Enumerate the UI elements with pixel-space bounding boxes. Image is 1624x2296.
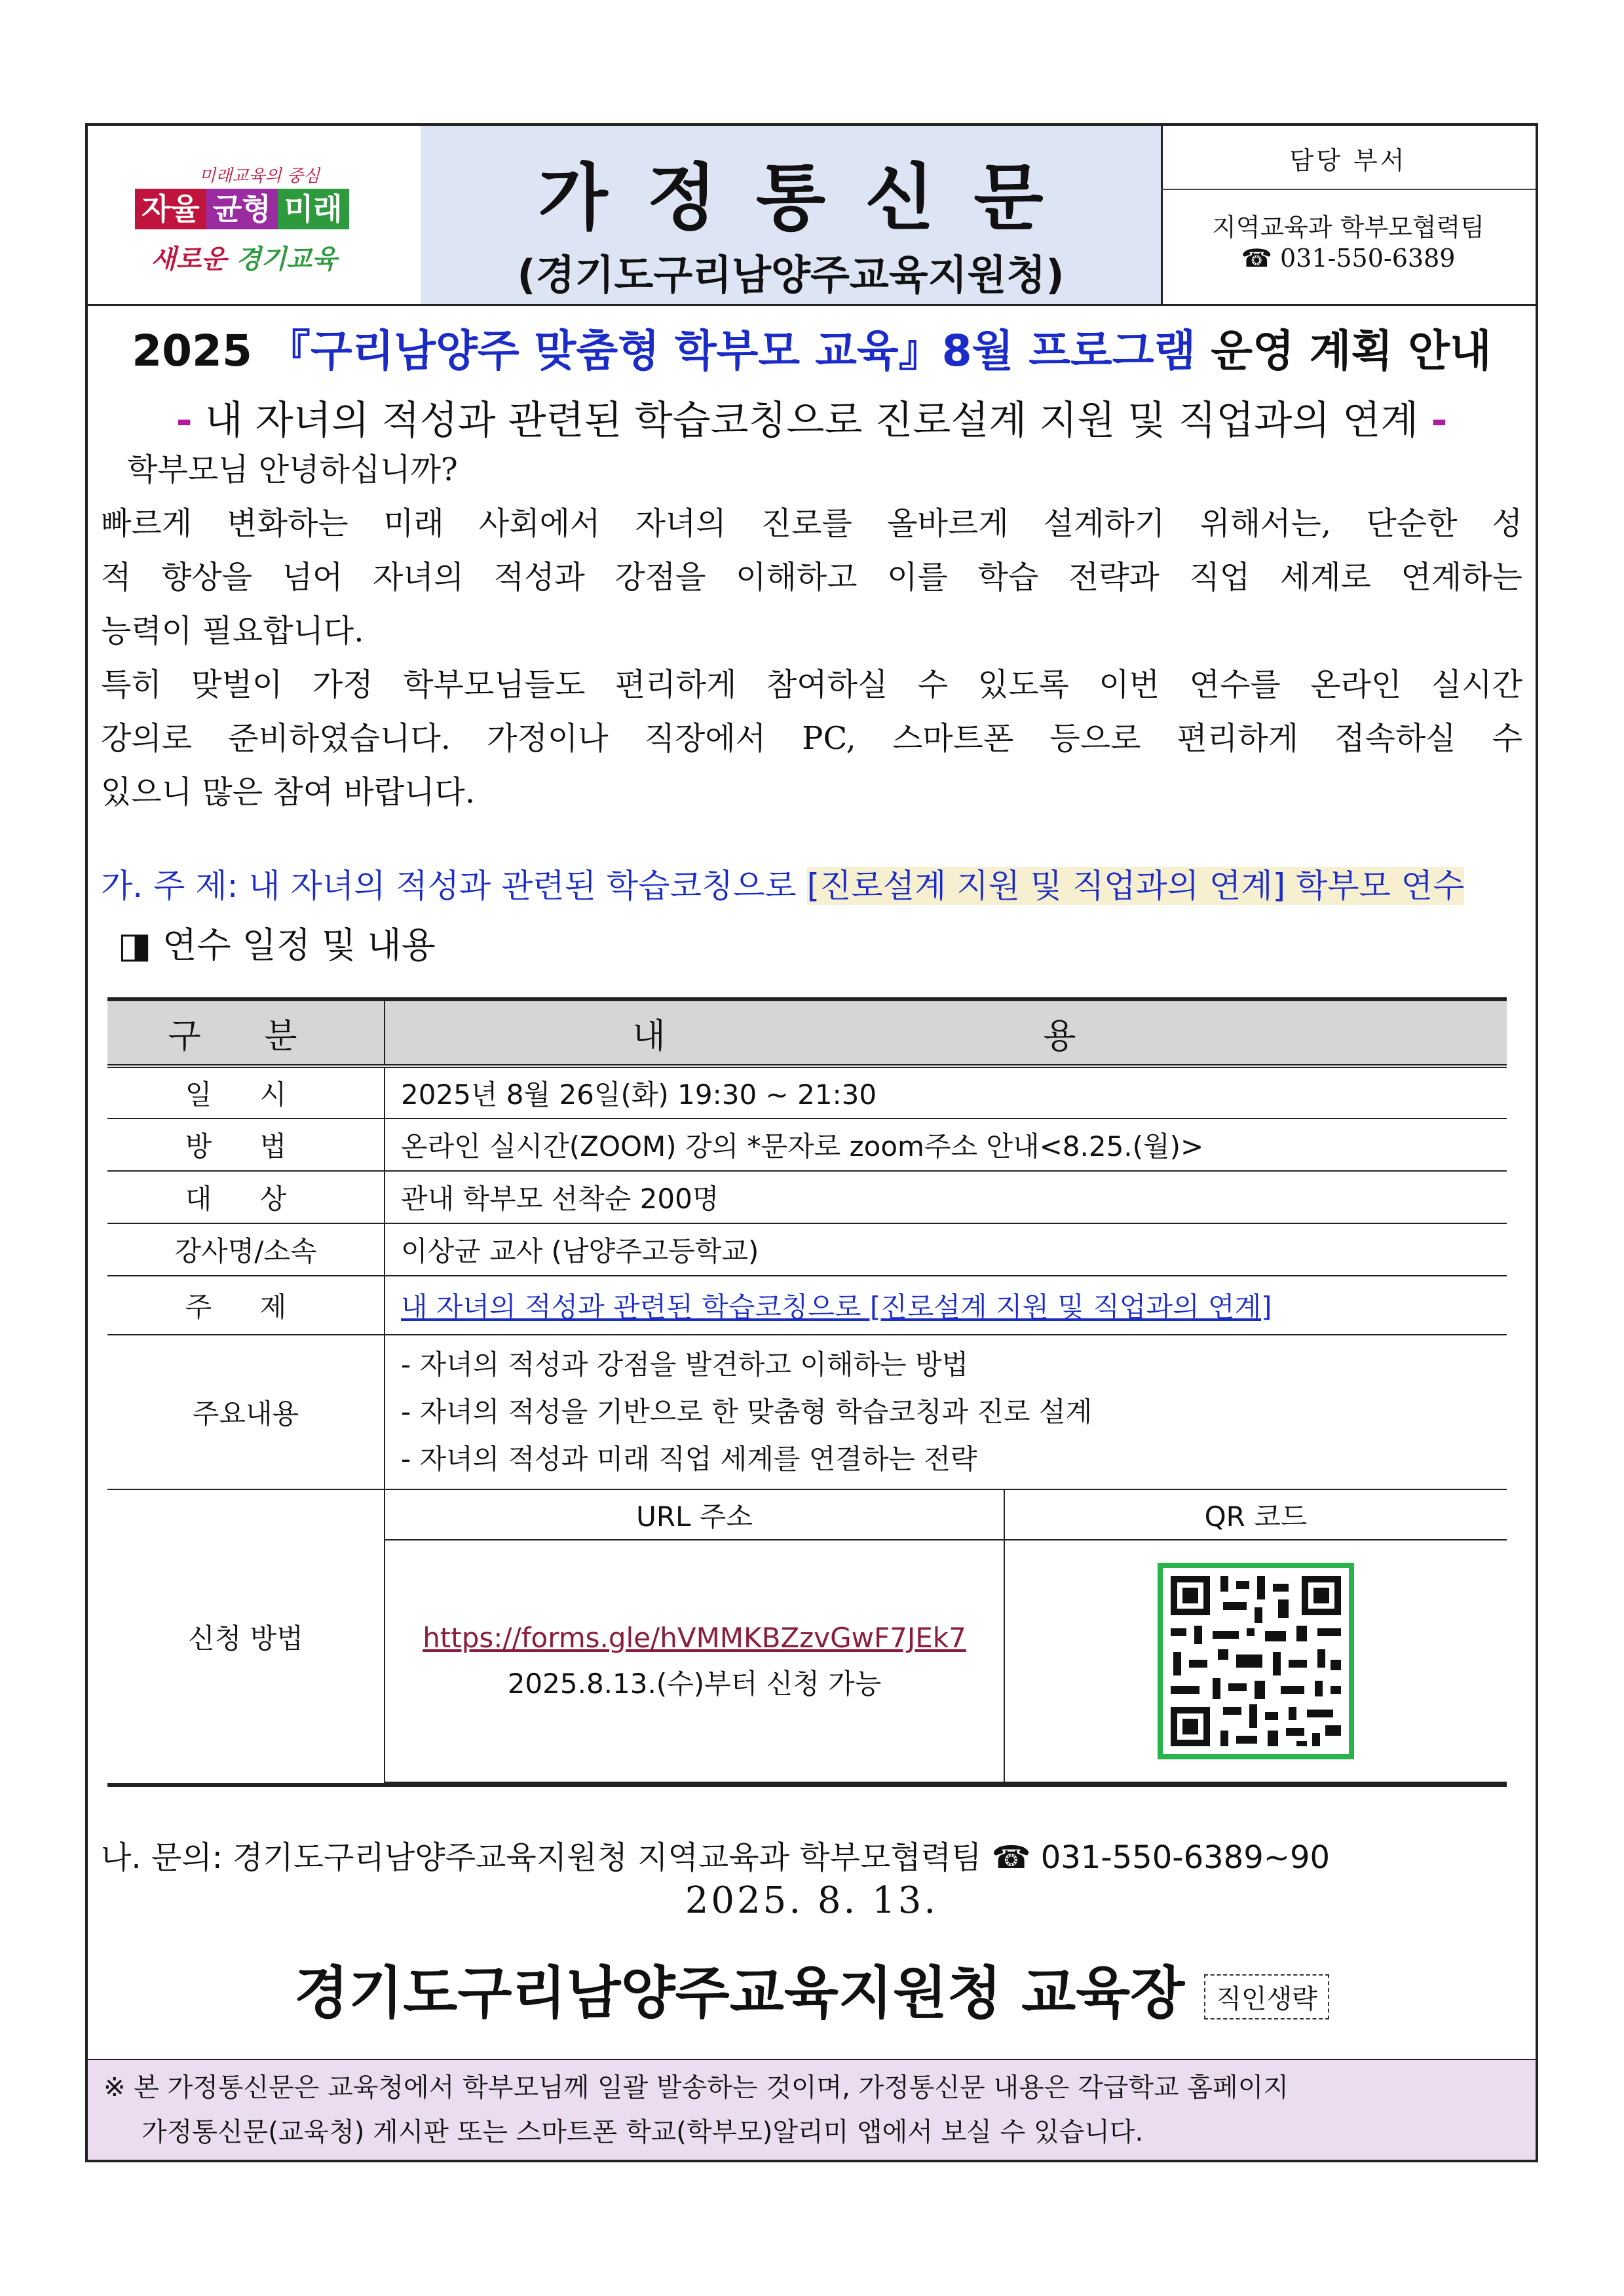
logo-word: 자율 (135, 189, 206, 229)
apply-subtable (385, 1490, 1507, 1783)
apply-cell (385, 1489, 1507, 1785)
footer-line: ※ 본 가정통신문은 교육청에서 학부모님께 일괄 발송하는 것이며, 가정통신문 내용은 각급학교 홈페이지 (104, 2073, 1289, 2103)
section-a-topic (101, 860, 1464, 907)
row-label: 강사명/소속 (107, 1223, 385, 1276)
main-content (385, 1335, 1507, 1489)
intro-line: 강의로 준비하였습니다. 가정이나 직장에서 PC, 스마트폰 등으로 편리하게 접속하실 수 (101, 720, 1522, 757)
logo-word: 균형 (206, 189, 278, 229)
qr-header: QR 코드 (1004, 1490, 1507, 1540)
logo (88, 126, 423, 304)
page-title: 가정통신문 (538, 156, 1083, 240)
list-item: - 자녀의 적성을 기반으로 한 맞춤형 학습코칭과 진로 설계 (401, 1396, 1093, 1428)
table-header-row (107, 999, 1507, 1066)
department-cell (1161, 126, 1536, 304)
seal-stamp: 직인생략 (1204, 1974, 1329, 2019)
dash-left: - (176, 398, 193, 444)
row-value: 2025년 8월 26일(화) 19:30 ~ 21:30 (385, 1066, 1507, 1119)
headline-suffix: 운영 계획 안내 (1196, 326, 1492, 376)
intro-line: 특히 맞벌이 가정 학부모님들도 편리하게 참여하실 수 있도록 이번 연수를 온라인 실시간 (101, 666, 1522, 703)
logo-words (135, 189, 349, 229)
row-label: 신청 방법 (107, 1489, 385, 1785)
subheadline-text: 내 자녀의 적성과 관련된 학습코칭으로 진로설계 지원 및 직업과의 연계 (204, 398, 1419, 444)
table-row (107, 1276, 1507, 1335)
signature-name: 경기도구리남양주교육지원청 교육장 (294, 1961, 1185, 2026)
table-header-category: 구 분 (107, 999, 385, 1066)
headline-program: 『구리남양주 맞춤형 학부모 교육』8월 프로그램 (267, 326, 1196, 376)
qr-code[interactable] (1158, 1563, 1354, 1759)
intro-text (101, 443, 1522, 819)
qr-cell (1004, 1540, 1507, 1782)
row-value: 이상균 교사 (남양주고등학교) (385, 1223, 1507, 1276)
topic-link: 내 자녀의 적성과 관련된 학습코칭으로 [진로설계 지원 및 직업과의 연계] (401, 1291, 1272, 1323)
dash-right: - (1431, 398, 1448, 444)
page-subtitle: (경기도구리남양주교육지원청) (517, 251, 1065, 299)
section-a-highlight: [진로설계 지원 및 직업과의 연계] (806, 867, 1286, 905)
row-label: 일 시 (107, 1066, 385, 1119)
intro-line: 빠르게 변화하는 미래 사회에서 자녀의 진로를 올바르게 설계하기 위해서는, 단순한 성 (101, 505, 1522, 542)
signature (88, 1947, 1536, 2029)
row-value: 관내 학부모 선착순 200명 (385, 1171, 1507, 1223)
table-row (107, 1335, 1507, 1489)
subheadline (88, 389, 1536, 446)
intro-line: 능력이 필요합니다. (101, 613, 364, 649)
list-item: - 자녀의 적성과 미래 직업 세계를 연결하는 전략 (401, 1443, 977, 1475)
logo-tagline: 미래교육의 중심 (199, 166, 320, 186)
department-phone: ☎ 031-550-6389 (1241, 244, 1456, 273)
row-value: 온라인 실시간(ZOOM) 강의 *문자로 zoom주소 안내<8.25.(월)> (385, 1119, 1507, 1171)
apply-from: 2025.8.13.(수)부터 신청 가능 (507, 1668, 882, 1700)
intro-line: 적 향상을 넘어 자녀의 적성과 강점을 이해하고 이를 학습 전략과 직업 세계로 연계하는 (101, 559, 1522, 596)
list-item: - 자녀의 적성과 강점을 발견하고 이해하는 방법 (401, 1349, 969, 1381)
footer-line: 가정통신문(교육청) 게시판 또는 스마트폰 학교(학부모)알리미 앱에서 보실 수 있습니다. (142, 2117, 1144, 2147)
section-a-suffix: 학부모 연수 (1285, 867, 1465, 905)
row-label: 대 상 (107, 1171, 385, 1223)
apply-url-link[interactable]: https://forms.gle/hVMMKBZzvGwF7JEk7 (423, 1622, 966, 1654)
footer-note (88, 2059, 1536, 2160)
row-label: 주요내용 (107, 1335, 385, 1489)
schedule-label: ◨ 연수 일정 및 내용 (118, 925, 436, 966)
headline (88, 316, 1536, 378)
intro-line: 있으니 많은 참여 바랍니다. (101, 774, 476, 811)
logo-slogan-1: 새로운 (151, 244, 227, 275)
headline-prefix: 2025 (132, 326, 267, 376)
issue-date: 2025. 8. 13. (685, 1879, 939, 1922)
department-name: 지역교육과 학부모협력팀 (1212, 213, 1484, 242)
table-row (107, 1066, 1507, 1119)
schedule-table (107, 997, 1507, 1787)
greeting: 학부모님 안녕하십니까? (127, 451, 458, 488)
table-row (107, 1119, 1507, 1171)
table-row (107, 1489, 1507, 1785)
row-label: 주 제 (107, 1276, 385, 1335)
logo-slogan-2: 경기교육 (235, 244, 337, 275)
logo-word: 미래 (278, 189, 349, 229)
url-cell (385, 1540, 1004, 1782)
table-row (107, 1223, 1507, 1276)
table-row (107, 1171, 1507, 1223)
row-label: 방 법 (107, 1119, 385, 1171)
contact-info: 나. 문의: 경기도구리남양주교육지원청 지역교육과 학부모협력팀 ☎ 031-550-6389~90 (101, 1839, 1331, 1876)
divider (1161, 189, 1536, 190)
logo-slogan (151, 239, 337, 276)
table-header-content: 내 용 (385, 999, 1507, 1066)
department-label: 담당 부서 (1289, 146, 1407, 175)
url-header: URL 주소 (385, 1490, 1004, 1540)
section-a-prefix: 가. 주 제: 내 자녀의 적성과 관련된 학습코칭으로 (101, 867, 807, 905)
notice-frame (85, 123, 1538, 2162)
title-cell (421, 126, 1163, 304)
header (88, 126, 1536, 306)
